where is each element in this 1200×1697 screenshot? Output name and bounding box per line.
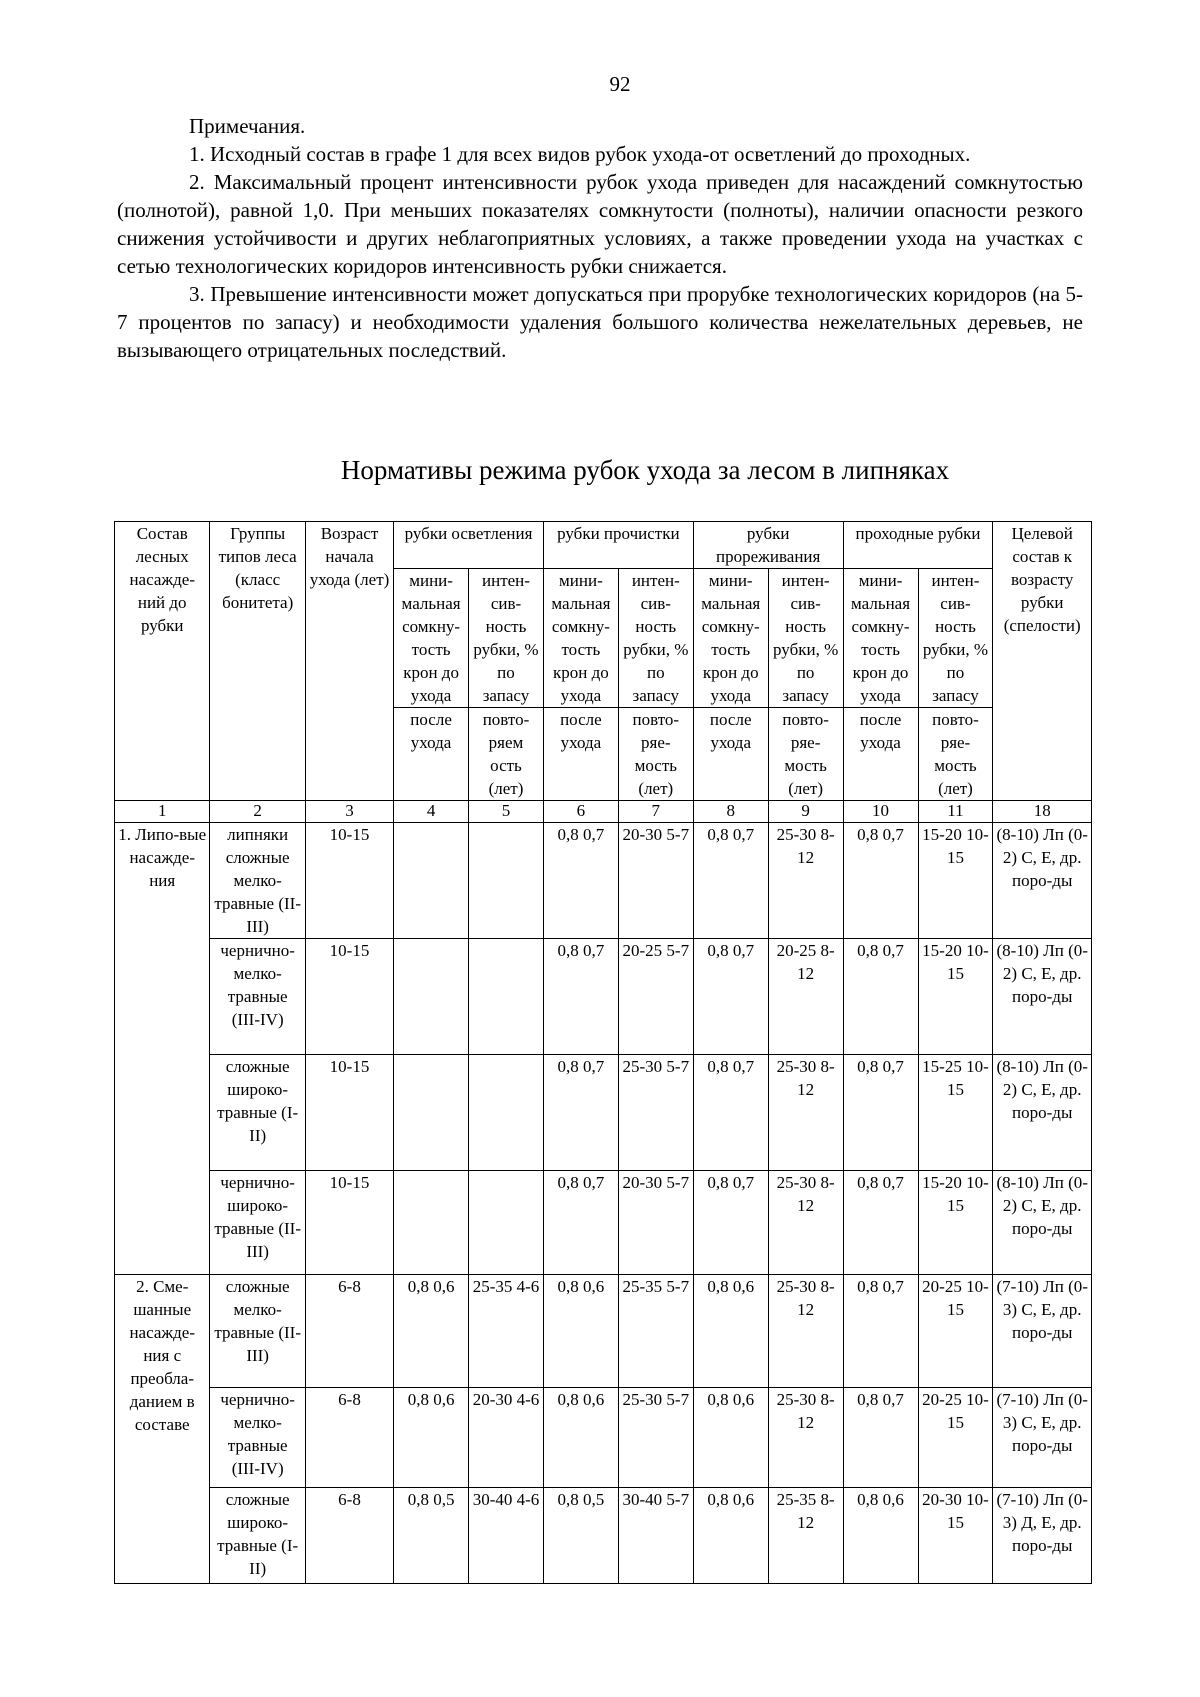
target-cell: (7-10) Лп (0-3) Д, Е, др. поро-ды (993, 1488, 1092, 1584)
data-cell: 0,8 0,6 (394, 1275, 469, 1388)
data-cell: 20-30 5-7 (618, 823, 693, 939)
data-cell: 0,8 0,7 (543, 1055, 618, 1171)
data-cell: 0,8 0,6 (543, 1388, 618, 1488)
target-cell: (7-10) Лп (0-3) С, Е, др. поро-ды (993, 1275, 1092, 1388)
data-cell: 0,8 0,7 (843, 1388, 918, 1488)
forest-type-cell: чернично-мелко-травные (III-IV) (210, 939, 305, 1055)
header-group-passage: проходные рубки (843, 522, 993, 569)
data-cell: 20-30 10-15 (918, 1488, 993, 1584)
data-cell: 15-20 10-15 (918, 823, 993, 939)
forest-type-cell: сложные широко-травные (I-II) (210, 1488, 305, 1584)
header-repeat: повто-ряе-мость (лет) (768, 708, 843, 801)
header-intensity: интен-сив-ность рубки, % по запасу (768, 569, 843, 708)
data-cell: 25-30 8-12 (768, 1275, 843, 1388)
header-min-density: мини-мальная сомкну-тость крон до ухода (843, 569, 918, 708)
data-cell: 25-30 8-12 (768, 1055, 843, 1171)
data-cell: 0,8 0,6 (843, 1488, 918, 1584)
data-cell: 0,8 0,5 (543, 1488, 618, 1584)
column-number: 6 (543, 801, 618, 823)
note-item: 1. Исходный состав в графе 1 для всех видов рубок ухода-от осветлений до проходных. (189, 142, 971, 166)
data-cell: 0,8 0,7 (843, 823, 918, 939)
data-cell: 0,8 0,7 (693, 939, 768, 1055)
data-cell: 0,8 0,6 (543, 1275, 618, 1388)
data-cell: 0,8 0,7 (693, 823, 768, 939)
data-cell: 0,8 0,7 (693, 1055, 768, 1171)
group-name-cell: 1. Липо-вые насажде-ния (115, 823, 210, 1275)
header-repeat: повто-ряе-мость (лет) (918, 708, 993, 801)
table-row (115, 1055, 1092, 1171)
data-cell: 0,8 0,6 (693, 1388, 768, 1488)
table-row (115, 1488, 1092, 1584)
data-cell: 0,8 0,7 (693, 1171, 768, 1275)
data-cell: 15-20 10-15 (918, 1171, 993, 1275)
header-target: Целевой состав к возрасту рубки (спелости) (993, 522, 1092, 801)
data-cell (394, 1055, 469, 1171)
target-cell: (8-10) Лп (0-2) С, Е, др. поро-ды (993, 1171, 1092, 1275)
data-cell: 20-30 5-7 (618, 1171, 693, 1275)
data-cell: 0,8 0,6 (394, 1388, 469, 1488)
target-cell: (8-10) Лп (0-2) С, Е, др. поро-ды (993, 939, 1092, 1055)
header-min-density: мини-мальная сомкну-тость крон до ухода (394, 569, 469, 708)
data-cell: 20-25 10-15 (918, 1275, 993, 1388)
data-cell: 20-30 4-6 (469, 1388, 544, 1488)
data-cell: 25-35 4-6 (469, 1275, 544, 1388)
start-age-cell: 6-8 (305, 1388, 393, 1488)
column-number: 5 (469, 801, 544, 823)
data-cell (394, 939, 469, 1055)
data-cell: 0,8 0,6 (693, 1275, 768, 1388)
data-cell (469, 939, 544, 1055)
data-cell: 15-20 10-15 (918, 939, 993, 1055)
data-cell: 25-35 5-7 (618, 1275, 693, 1388)
column-number: 18 (993, 801, 1092, 823)
header-repeat: повто-ряем ость (лет) (469, 708, 544, 801)
table-title: Нормативы режима рубок ухода за лесом в липняках (340, 455, 950, 485)
data-cell: 0,8 0,5 (394, 1488, 469, 1584)
column-number: 3 (305, 801, 393, 823)
data-cell: 20-25 10-15 (918, 1388, 993, 1488)
data-cell: 0,8 0,7 (543, 939, 618, 1055)
notes-heading: Примечания. (189, 114, 306, 138)
header-start-age: Возраст начала ухода (лет) (305, 522, 393, 801)
target-cell: (8-10) Лп (0-2) С, Е, др. поро-ды (993, 823, 1092, 939)
header-min-density: мини-мальная сомкну-тость крон до ухода (693, 569, 768, 708)
notes-section (117, 112, 1083, 364)
column-number-row (115, 801, 1092, 823)
data-cell: 20-25 5-7 (618, 939, 693, 1055)
header-forest-types: Группы типов леса (класс бонитета) (210, 522, 305, 801)
header-group-clearing: рубки осветления (394, 522, 544, 569)
table-row (115, 1388, 1092, 1488)
start-age-cell: 10-15 (305, 1055, 393, 1171)
data-cell: 30-40 4-6 (469, 1488, 544, 1584)
start-age-cell: 6-8 (305, 1488, 393, 1584)
header-min-density: мини-мальная сомкну-тость крон до ухода (543, 569, 618, 708)
data-cell (469, 1055, 544, 1171)
column-number: 11 (918, 801, 993, 823)
forest-type-cell: сложные широко-травные (I-II) (210, 1055, 305, 1171)
data-cell: 0,8 0,7 (843, 1171, 918, 1275)
data-cell: 15-25 10-15 (918, 1055, 993, 1171)
target-cell: (8-10) Лп (0-2) С, Е, др. поро-ды (993, 1055, 1092, 1171)
data-cell: 0,8 0,7 (543, 823, 618, 939)
data-cell: 25-30 8-12 (768, 1171, 843, 1275)
data-cell: 25-30 8-12 (768, 823, 843, 939)
data-cell: 25-30 5-7 (618, 1055, 693, 1171)
start-age-cell: 10-15 (305, 1171, 393, 1275)
data-cell (469, 823, 544, 939)
data-cell (469, 1171, 544, 1275)
header-intensity: интен-сив-ность рубки, % по запасу (469, 569, 544, 708)
note-item: 2. Максимальный процент интенсивности рубок ухода приведен для насаждений сомкнутостью (полнотой), равной 1,0. При меньших показателях сомкнутости (полноты), наличии опасности резкого снижения устойчивости и других неблагоприятных условиях, а также проведении ухода на участках с сетью технологических коридоров интенсивность рубки снижается. (117, 170, 1083, 278)
header-composition: Состав лесных насажде-ний до рубки (115, 522, 210, 801)
data-cell: 25-35 8-12 (768, 1488, 843, 1584)
column-number: 8 (693, 801, 768, 823)
data-cell: 25-30 5-7 (618, 1388, 693, 1488)
data-cell: 0,8 0,7 (843, 1055, 918, 1171)
table-row (115, 939, 1092, 1055)
forest-type-cell: чернично-широко-травные (II-III) (210, 1171, 305, 1275)
start-age-cell: 10-15 (305, 939, 393, 1055)
header-after: после ухода (394, 708, 469, 801)
data-cell: 20-25 8-12 (768, 939, 843, 1055)
data-cell: 0,8 0,6 (693, 1488, 768, 1584)
data-cell (394, 823, 469, 939)
data-cell: 25-30 8-12 (768, 1388, 843, 1488)
column-number: 1 (115, 801, 210, 823)
header-intensity: интен-сив-ность рубки, % по запасу (918, 569, 993, 708)
column-number: 2 (210, 801, 305, 823)
forest-type-cell: сложные мелко-травные (II-III) (210, 1275, 305, 1388)
header-intensity: интен-сив-ность рубки, % по запасу (618, 569, 693, 708)
start-age-cell: 6-8 (305, 1275, 393, 1388)
norms-table (114, 521, 1092, 1584)
column-number: 4 (394, 801, 469, 823)
header-group-cleaning: рубки прочистки (543, 522, 693, 569)
page-number: 92 (609, 72, 631, 96)
table-row (115, 1275, 1092, 1388)
header-repeat: повто-ряе-мость (лет) (618, 708, 693, 801)
note-item: 3. Превышение интенсивности может допускаться при прорубке технологических коридоров (на 5-7 процентов по запасу) и необходимости удаления большого количества нежелательных деревьев, не вызывающего отрицательных последствий. (117, 282, 1083, 362)
header-after: после ухода (693, 708, 768, 801)
data-cell: 0,8 0,7 (843, 1275, 918, 1388)
data-cell (394, 1171, 469, 1275)
column-number: 9 (768, 801, 843, 823)
column-number: 7 (618, 801, 693, 823)
data-cell: 30-40 5-7 (618, 1488, 693, 1584)
data-cell: 0,8 0,7 (543, 1171, 618, 1275)
table-row (115, 1171, 1092, 1275)
table-row (115, 823, 1092, 939)
forest-type-cell: липняки сложные мелко-травные (II-III) (210, 823, 305, 939)
header-group-thinning: рубки прореживания (693, 522, 843, 569)
forest-type-cell: чернично-мелко-травные (III-IV) (210, 1388, 305, 1488)
column-number: 10 (843, 801, 918, 823)
group-name-cell: 2. Сме-шанные насажде-ния с преобла-данием в составе (115, 1275, 210, 1584)
header-after: после ухода (843, 708, 918, 801)
start-age-cell: 10-15 (305, 823, 393, 939)
header-after: после ухода (543, 708, 618, 801)
target-cell: (7-10) Лп (0-3) С, Е, др. поро-ды (993, 1388, 1092, 1488)
data-cell: 0,8 0,7 (843, 939, 918, 1055)
